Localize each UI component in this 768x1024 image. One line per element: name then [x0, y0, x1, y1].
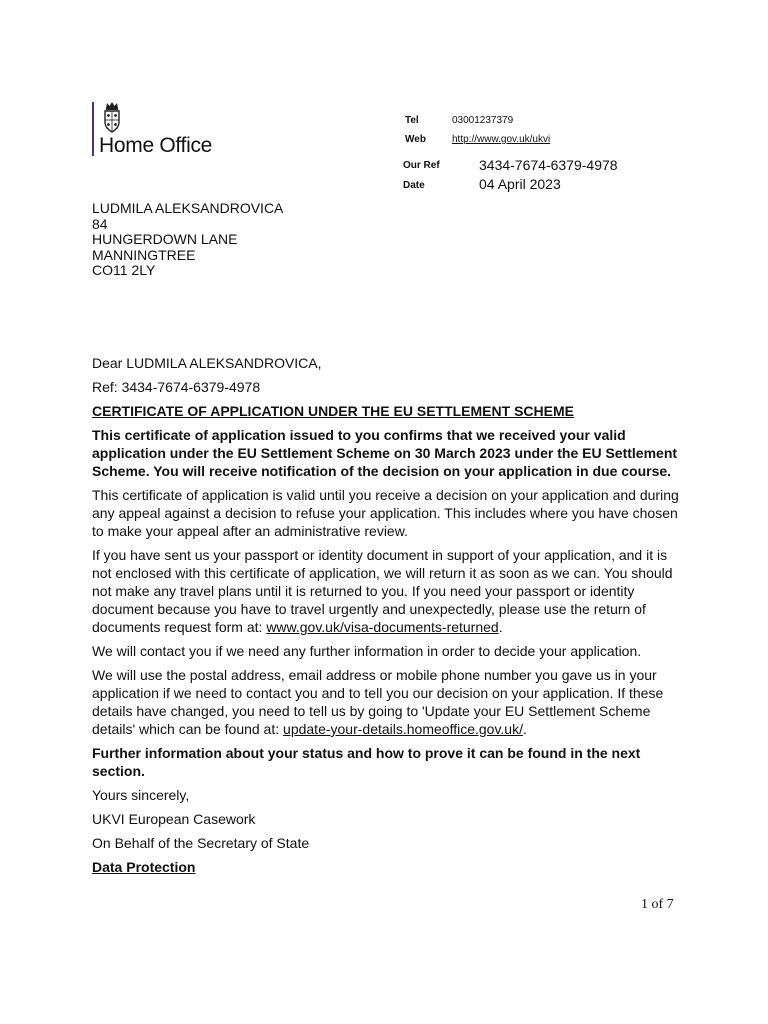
web-label: Web	[405, 134, 426, 145]
details-paragraph	[92, 666, 682, 738]
address-line: MANNINGTREE	[92, 246, 196, 263]
tel-label: Tel	[405, 115, 419, 126]
reference-line: Ref: 3434-7674-6379-4978	[92, 379, 261, 395]
documents-returned-link[interactable]: www.gov.uk/visa-documents-returned	[266, 619, 499, 635]
our-ref-value: 3434-7674-6379-4978	[479, 157, 618, 173]
validity-paragraph: This certificate of application is valid until you receive a decision on your application and during any appeal against a decision to refuse your application. This includes where you have chosen to make your appeal after an administrative review.	[92, 487, 679, 539]
date-label: Date	[403, 180, 425, 191]
logo-accent-bar	[92, 102, 94, 156]
data-protection-heading-text: Data Protection	[92, 859, 196, 875]
address-line: LUDMILA ALEKSANDROVICA	[92, 200, 284, 216]
signoff: Yours sincerely,	[92, 787, 190, 803]
letter-heading-text: CERTIFICATE OF APPLICATION UNDER THE EU SETTLEMENT SCHEME	[92, 403, 574, 419]
home-office-logo	[92, 100, 252, 160]
documents-paragraph	[92, 546, 682, 636]
web-link[interactable]: http://www.gov.uk/ukvi	[452, 134, 551, 145]
address-line: CO11 2LY	[92, 262, 156, 278]
further-info-paragraph: Further information about your status and how to prove it can be found in the next section.	[92, 745, 641, 779]
signatory: UKVI European Casework	[92, 811, 256, 827]
details-end: .	[523, 721, 527, 737]
royal-crest-icon	[100, 100, 124, 136]
greeting: Dear LUDMILA ALEKSANDROVICA,	[92, 355, 322, 371]
address-line: HUNGERDOWN LANE	[92, 231, 238, 247]
update-details-link[interactable]: update-your-details.homeoffice.gov.uk/	[283, 721, 523, 737]
our-ref-label: Our Ref	[403, 160, 440, 171]
date-value: 04 April 2023	[479, 176, 561, 192]
documents-text: If you have sent us your passport or identity document in support of your application, and it is not enclosed with this certificate of application, we will return it as soon as we can. You should not make any travel plans until it is returned to you. If you need your passport or identity document because you have to travel urgently and unexpectedly, please use the return of documents request form at:	[92, 547, 673, 635]
details-text: We will use the postal address, email address or mobile phone number you gave us in your application if we need to contact you and to tell you our decision on your application. If these details have changed, you need to tell us by going to 'Update your EU Settlement Scheme details' which can be found at:	[92, 667, 664, 737]
address-line: 84	[92, 215, 108, 232]
organisation-name: Home Office	[99, 134, 213, 157]
documents-end: .	[498, 619, 503, 635]
on-behalf-line: On Behalf of the Secretary of State	[92, 835, 310, 851]
tel-value: 03001237379	[452, 115, 514, 126]
letter-body	[92, 354, 682, 882]
intro-paragraph: This certificate of application issued to you confirms that we received your valid application under the EU Settlement Scheme on 30 March 2023 under the EU Settlement Scheme. You will receive notification of the decision on your application in due course.	[92, 427, 678, 479]
letter-heading	[92, 402, 682, 420]
contact-paragraph: We will contact you if we need any further information in order to decide your application.	[92, 643, 642, 659]
recipient-address	[92, 201, 283, 279]
data-protection-heading	[92, 858, 682, 876]
page-number: 1 of 7	[641, 897, 674, 912]
